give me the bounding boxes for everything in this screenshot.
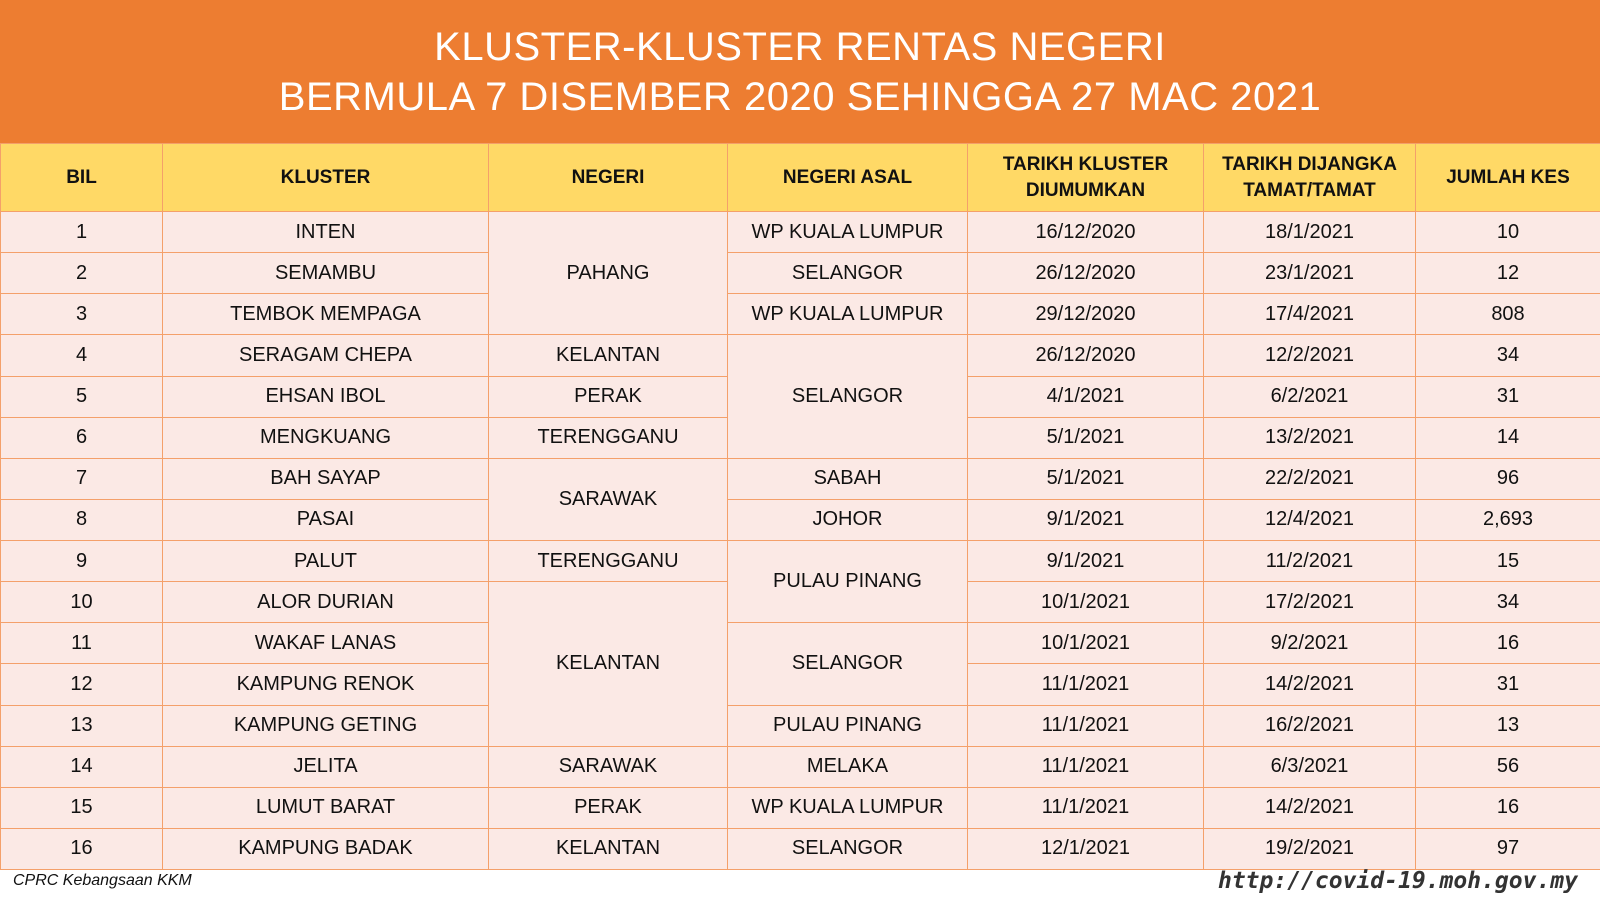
cell-bil: 4 [1,335,163,376]
cell-kluster: JELITA [163,746,489,787]
cell-jumlah-kes: 31 [1416,376,1600,417]
cell-jumlah-kes: 12 [1416,253,1600,294]
col-header-tarikh-tamat: TARIKH DIJANGKA TAMAT/TAMAT [1204,144,1416,212]
cell-tarikh-tamat: 18/1/2021 [1204,212,1416,253]
cell-tarikh-tamat: 9/2/2021 [1204,623,1416,664]
cell-jumlah-kes: 14 [1416,417,1600,458]
cell-tarikh-diumumkan: 4/1/2021 [968,376,1204,417]
cell-negeri: KELANTAN [489,582,728,747]
cell-bil: 1 [1,212,163,253]
cell-negeri-asal: WP KUALA LUMPUR [728,294,968,335]
cell-bil: 11 [1,623,163,664]
table-row [1,541,1600,582]
cell-kluster: KAMPUNG RENOK [163,664,489,705]
cell-bil: 12 [1,664,163,705]
cell-negeri: KELANTAN [489,335,728,376]
cell-tarikh-tamat: 17/4/2021 [1204,294,1416,335]
cell-tarikh-tamat: 6/3/2021 [1204,746,1416,787]
table-row [1,746,1600,787]
table-row [1,253,1600,294]
cell-bil: 9 [1,541,163,582]
cell-tarikh-diumumkan: 9/1/2021 [968,499,1204,540]
cell-tarikh-tamat: 12/2/2021 [1204,335,1416,376]
cell-negeri-asal: SABAH [728,458,968,499]
cell-negeri-asal: SELANGOR [728,623,968,705]
cell-negeri-asal: PULAU PINANG [728,705,968,746]
cell-jumlah-kes: 15 [1416,541,1600,582]
cell-bil: 3 [1,294,163,335]
cell-tarikh-tamat: 23/1/2021 [1204,253,1416,294]
cell-kluster: TEMBOK MEMPAGA [163,294,489,335]
cell-kluster: WAKAF LANAS [163,623,489,664]
col-header-bil: BIL [1,144,163,212]
cell-kluster: BAH SAYAP [163,458,489,499]
table-row [1,335,1600,376]
cell-tarikh-tamat: 22/2/2021 [1204,458,1416,499]
table-row [1,787,1600,828]
cell-kluster: MENGKUANG [163,417,489,458]
table-row [1,705,1600,746]
cell-jumlah-kes: 34 [1416,582,1600,623]
cell-jumlah-kes: 31 [1416,664,1600,705]
cell-bil: 16 [1,828,163,869]
cell-kluster: EHSAN IBOL [163,376,489,417]
cell-tarikh-tamat: 16/2/2021 [1204,705,1416,746]
cell-negeri: KELANTAN [489,828,728,869]
cell-jumlah-kes: 808 [1416,294,1600,335]
cell-tarikh-diumumkan: 10/1/2021 [968,623,1204,664]
cell-jumlah-kes: 96 [1416,458,1600,499]
cell-tarikh-diumumkan: 5/1/2021 [968,458,1204,499]
cell-negeri-asal: JOHOR [728,499,968,540]
cluster-table [0,143,1600,870]
cell-tarikh-tamat: 13/2/2021 [1204,417,1416,458]
cell-jumlah-kes: 2,693 [1416,499,1600,540]
cell-tarikh-diumumkan: 12/1/2021 [968,828,1204,869]
cell-negeri: PAHANG [489,212,728,335]
cell-bil: 7 [1,458,163,499]
cell-tarikh-diumumkan: 5/1/2021 [968,417,1204,458]
col-header-jumlah-kes: JUMLAH KES [1416,144,1600,212]
cell-negeri-asal: WP KUALA LUMPUR [728,212,968,253]
col-header-negeri: NEGERI [489,144,728,212]
table-row [1,212,1600,253]
cell-kluster: PASAI [163,499,489,540]
cell-jumlah-kes: 16 [1416,623,1600,664]
cell-bil: 8 [1,499,163,540]
cell-kluster: ALOR DURIAN [163,582,489,623]
source-credit: CPRC Kebangsaan KKM [13,872,192,889]
cell-negeri-asal: SELANGOR [728,335,968,458]
cell-tarikh-tamat: 19/2/2021 [1204,828,1416,869]
table-row [1,458,1600,499]
cell-tarikh-diumumkan: 11/1/2021 [968,705,1204,746]
cell-negeri-asal: SELANGOR [728,253,968,294]
cell-jumlah-kes: 16 [1416,787,1600,828]
cell-bil: 5 [1,376,163,417]
cell-tarikh-diumumkan: 10/1/2021 [968,582,1204,623]
cell-tarikh-diumumkan: 11/1/2021 [968,664,1204,705]
cell-negeri: TERENGGANU [489,417,728,458]
cell-tarikh-diumumkan: 11/1/2021 [968,787,1204,828]
col-header-kluster: KLUSTER [163,144,489,212]
cell-jumlah-kes: 56 [1416,746,1600,787]
cell-kluster: INTEN [163,212,489,253]
cell-kluster: KAMPUNG BADAK [163,828,489,869]
title-line-1: KLUSTER-KLUSTER RENTAS NEGERI [434,24,1166,69]
cell-tarikh-diumumkan: 9/1/2021 [968,541,1204,582]
cell-negeri-asal: SELANGOR [728,828,968,869]
cell-negeri: TERENGGANU [489,541,728,582]
cell-tarikh-diumumkan: 11/1/2021 [968,746,1204,787]
cell-kluster: SEMAMBU [163,253,489,294]
table-row [1,623,1600,664]
cell-tarikh-diumumkan: 29/12/2020 [968,294,1204,335]
cell-negeri: PERAK [489,787,728,828]
table-row [1,828,1600,869]
cell-kluster: KAMPUNG GETING [163,705,489,746]
cell-tarikh-tamat: 11/2/2021 [1204,541,1416,582]
cell-negeri: PERAK [489,376,728,417]
cell-tarikh-tamat: 6/2/2021 [1204,376,1416,417]
title-line-2: BERMULA 7 DISEMBER 2020 SEHINGGA 27 MAC 2021 [278,74,1322,119]
cell-negeri-asal: PULAU PINANG [728,541,968,623]
cell-kluster: LUMUT BARAT [163,787,489,828]
cell-negeri: SARAWAK [489,458,728,540]
cell-bil: 10 [1,582,163,623]
cell-kluster: SERAGAM CHEPA [163,335,489,376]
cell-negeri: SARAWAK [489,746,728,787]
cell-kluster: PALUT [163,541,489,582]
cell-bil: 13 [1,705,163,746]
cell-tarikh-tamat: 14/2/2021 [1204,664,1416,705]
cell-jumlah-kes: 13 [1416,705,1600,746]
cell-negeri-asal: MELAKA [728,746,968,787]
col-header-tarikh-diumumkan: TARIKH KLUSTER DIUMUMKAN [968,144,1204,212]
table-row [1,294,1600,335]
cell-bil: 14 [1,746,163,787]
cell-negeri-asal: WP KUALA LUMPUR [728,787,968,828]
col-header-negeri-asal: NEGERI ASAL [728,144,968,212]
cell-jumlah-kes: 34 [1416,335,1600,376]
cell-bil: 15 [1,787,163,828]
cell-tarikh-diumumkan: 26/12/2020 [968,335,1204,376]
cell-tarikh-tamat: 12/4/2021 [1204,499,1416,540]
cell-tarikh-diumumkan: 26/12/2020 [968,253,1204,294]
cell-bil: 6 [1,417,163,458]
cell-tarikh-tamat: 17/2/2021 [1204,582,1416,623]
cell-bil: 2 [1,253,163,294]
cell-tarikh-diumumkan: 16/12/2020 [968,212,1204,253]
cell-jumlah-kes: 10 [1416,212,1600,253]
website-url: http://covid-19.moh.gov.my [1217,868,1578,894]
title-banner [0,0,1600,143]
cell-tarikh-tamat: 14/2/2021 [1204,787,1416,828]
header-row [1,144,1600,212]
cell-jumlah-kes: 97 [1416,828,1600,869]
table-row [1,499,1600,540]
